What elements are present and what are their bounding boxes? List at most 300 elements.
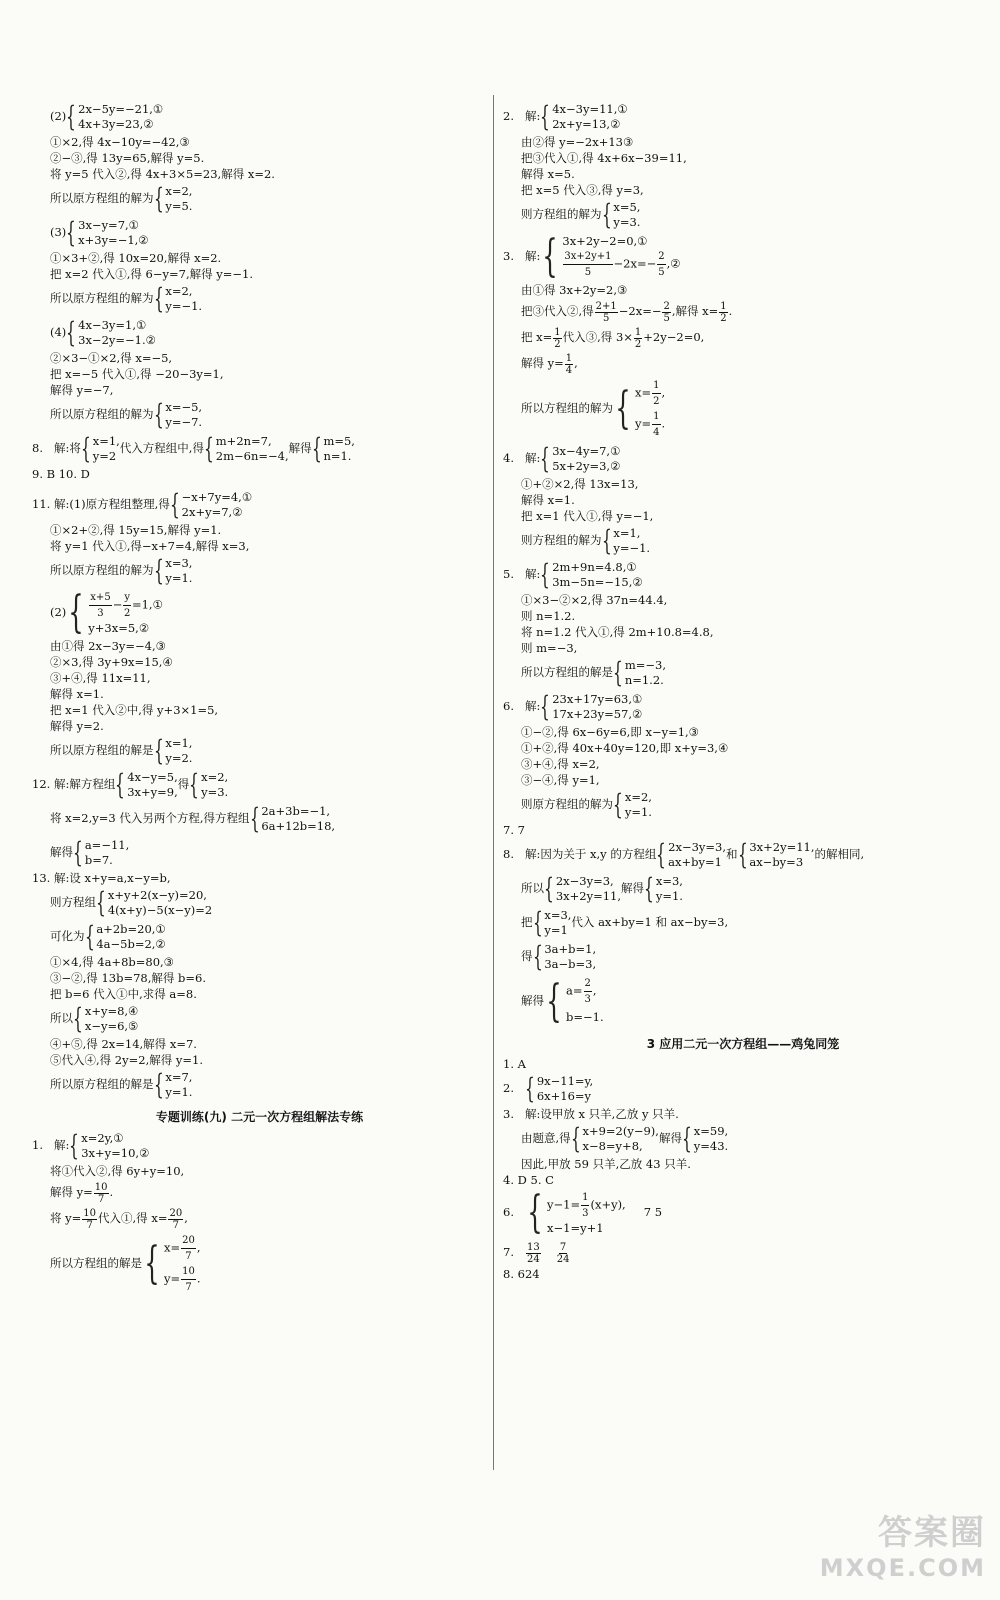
equation-system: { x+y+2(x−y)=20, 4(x+y)−5(x−y)=2 <box>96 886 213 919</box>
equation-system: { 2a+3b=−1, 6a+12b=18, <box>249 802 336 835</box>
solution-system: { m=5, n=1. <box>311 432 355 465</box>
equation: −x+7y=4,① <box>181 490 253 504</box>
denominator: 7 <box>86 1219 93 1231</box>
solution-label: 所以方程组的解是 <box>521 665 613 679</box>
solution-system: { x=2, y=1. <box>613 788 652 821</box>
watermark-logo: 答案圈 <box>878 1513 986 1553</box>
equation: 3m−5n=−15,② <box>552 575 643 589</box>
chapter-question-4-5: 4. D 5. C <box>503 1173 554 1187</box>
denominator: 3 <box>582 1208 589 1219</box>
question-8 <box>503 838 983 1029</box>
text: 把 <box>521 915 533 929</box>
solution-label: 所以原方程组的解是 <box>50 1077 154 1091</box>
equation: n=1. <box>323 449 352 463</box>
step: ①×3−②×2,得 37n=44.4, <box>521 593 668 607</box>
left-column <box>32 100 487 1470</box>
text: (x+y), <box>590 1197 626 1212</box>
text: ,② <box>666 256 681 271</box>
right-column <box>503 100 983 1470</box>
solution-system: { x=2, y=3. <box>189 768 229 801</box>
equation: x=3, <box>544 908 572 922</box>
equation: x=1, <box>165 736 193 750</box>
equation-system: { −x+7y=4,① 2x+y=7,② <box>169 488 253 521</box>
equation: ax−by=3 <box>749 855 804 869</box>
numerator: 1 <box>634 326 642 338</box>
denominator: 2 <box>634 338 642 350</box>
fraction <box>652 378 660 409</box>
equation: y=1. <box>165 1085 193 1099</box>
question-number: 12. <box>32 777 51 791</box>
question-4 <box>503 442 983 558</box>
watermark-url: MXQE.COM <box>819 1554 986 1582</box>
equation: 3x+2y=11, <box>749 840 815 854</box>
equation: 4(x+y)−5(x−y)=2 <box>107 903 213 917</box>
step: 把 x=−5 代入①,得 −20−3y=1, <box>50 367 224 381</box>
text: 代入③,得 3× <box>562 330 633 344</box>
equation: 2x+y=7,② <box>181 505 243 519</box>
question-number: 8. <box>503 847 514 861</box>
equation: x=−5, <box>165 400 203 414</box>
step: ③+④,得 x=2, <box>521 757 600 771</box>
question-number: 2. <box>503 1081 514 1095</box>
chapter-question-8: 8. 624 <box>503 1267 540 1281</box>
question-5 <box>503 558 983 690</box>
step: 则 n=1.2. <box>521 609 576 623</box>
text: 把 x= <box>521 330 553 344</box>
question-7: 7. 7 <box>503 823 525 837</box>
equation: 17x+23y=57,② <box>552 707 643 721</box>
equation: 4x−3y=11,① <box>552 102 628 116</box>
equation-system: { 23x+17y=63,① 17x+23y=57,② <box>540 690 643 723</box>
equation: 2x−5y=−21,① <box>78 102 164 116</box>
denominator: 5 <box>584 267 592 278</box>
text: 的解相同, <box>814 847 865 861</box>
equation-system: { 9x−11=y, 6x+16=y <box>525 1072 594 1105</box>
fraction <box>553 327 561 350</box>
denominator: 24 <box>556 1253 570 1265</box>
step: ②×3−①×2,得 x=−5, <box>50 351 173 365</box>
denominator: 7 <box>185 1282 192 1293</box>
fraction <box>581 1190 589 1221</box>
denominator: 5 <box>658 267 665 278</box>
denominator: 5 <box>603 312 610 324</box>
equation-system: { 4x−y=5, 3x+y=9, <box>115 768 178 801</box>
equation: a+2b=20,① <box>96 922 166 936</box>
equation: 4x−y=5, <box>127 770 178 784</box>
text: 解:因为关于 x,y 的方程组 <box>525 847 657 861</box>
fraction <box>82 1208 97 1231</box>
text: 代入①,得 x= <box>98 1211 168 1225</box>
numerator: 7 <box>559 1241 567 1253</box>
part-label: (3) <box>50 225 67 239</box>
text: 所以 <box>50 1011 73 1025</box>
equation: a=−11, <box>84 838 130 852</box>
step: 把③代入①,得 4x+6x−39=11, <box>521 151 687 165</box>
equation: x=2, <box>165 284 193 298</box>
numerator: y <box>123 590 131 606</box>
equation: 3a+b=1, <box>544 942 597 956</box>
equation: 23x+17y=63,① <box>552 692 643 706</box>
equation-system: { x+y=8,④ x−y=6,⑤ <box>73 1002 139 1035</box>
question-number: 4. <box>503 451 514 465</box>
numerator: 1 <box>720 300 727 312</box>
question-11 <box>32 488 487 768</box>
equation: m=5, <box>323 434 355 448</box>
question-number: 6. <box>503 699 514 713</box>
solution-label: 所以方程组的解为 <box>521 401 613 415</box>
equation: x=7, <box>165 1070 193 1084</box>
solution-system: { x=2, y=−1. <box>153 282 203 315</box>
step: 解得 x=5. <box>521 167 575 181</box>
equation-system: { $\frac{x+5}{3}$ − $\frac{y}{2}$ =1,① y+3x=5,② <box>68 587 163 638</box>
numerator: 10 <box>83 1207 97 1219</box>
text: 解得 <box>521 993 544 1008</box>
text: 解得 y= <box>50 1185 93 1199</box>
equation: 3x+2y=11, <box>555 889 622 903</box>
solution-system: { x= $\frac{20}{7}$ , y= $\frac{10}{7}$ . <box>144 1235 201 1293</box>
text: 代入方程组中,得 <box>119 441 204 455</box>
step: 将 n=1.2 代入①,得 2m+10.8=4.8, <box>521 625 714 639</box>
equation: ax+by=1 <box>668 855 722 869</box>
question-8 <box>32 432 487 466</box>
equation-system: { x+9=2(y−9), x−8=y+8, <box>570 1122 659 1155</box>
equation-system: { 3x−4y=7,① 5x+2y=3,② <box>540 442 621 475</box>
step: 将 x=2,y=3 代入另两个方程,得方程组 <box>50 811 250 825</box>
step: 把 x=1 代入①,得 y=−1, <box>521 509 654 523</box>
solution-system: { a= $\frac{2}{3}$ , b=−1. <box>546 975 604 1027</box>
question-number: 1. <box>32 1138 43 1152</box>
question-2 <box>503 100 983 232</box>
denominator: 7 <box>172 1219 180 1231</box>
equation: 3x+y=10,② <box>81 1146 150 1160</box>
equation: 2x−3y=3, <box>555 874 614 888</box>
text: x= <box>635 385 652 400</box>
part-2 <box>32 100 487 216</box>
equation: x+3y=−1,② <box>78 233 149 247</box>
fraction <box>181 1264 196 1295</box>
equation: 6a+12b=18, <box>261 819 336 833</box>
text: 解得 <box>658 1131 682 1145</box>
chapter-question-1: 1. A <box>503 1057 526 1071</box>
equation: y+3x=5,② <box>88 621 150 635</box>
equation-system: { 2m+9n=4.8,① 3m−5n=−15,② <box>540 558 643 591</box>
step: 把 x=1 代入②中,得 y+3×1=5, <box>50 703 219 717</box>
text: 解:(1)原方程组整理,得 <box>54 497 170 511</box>
denominator: 5 <box>663 312 670 324</box>
step: 由②得 y=−2x+13③ <box>521 135 634 149</box>
equation: n=1.2. <box>624 673 664 687</box>
text: y= <box>635 416 652 431</box>
step: 把 b=6 代入①中,求得 a=8. <box>50 987 197 1001</box>
question-number: 8. <box>32 441 43 455</box>
equation: 2m−6n=−4, <box>215 449 289 463</box>
equation: 5x+2y=3,② <box>552 459 621 473</box>
fraction <box>168 1208 183 1231</box>
step: 则 m=−3, <box>521 641 578 655</box>
equation: x+y=8,④ <box>84 1004 139 1018</box>
equation: y=5. <box>165 199 193 213</box>
step: ②×3,得 3y+9x=15,④ <box>50 655 173 669</box>
equation-system: { 2x−5y=−21,① 4x+3y=23,② <box>66 100 164 133</box>
part-4 <box>32 316 487 432</box>
equation: y=2 <box>92 449 117 463</box>
text: 所以 <box>521 881 544 895</box>
question-number: 5. <box>503 567 514 581</box>
question-3: 3. 解: { 3x+2y−2=0,① $\frac{3x+2y+1}{5}$ −2x=− $\frac{2}{5}$ ,② 由①得 3x+2y=2,③ 把③代入②,得 $\frac{2+1}{5}$ −2x=− $\frac{2}{5}$ ,解得 x= $\frac{1}{2}$ . 把 x= $\frac{1}{2}$ 代入③,得 3× $\frac{1}{2}$ +2y−2=0, 解得 y= $\frac{1}{4}$ , 所以方程组的解为 { x= $\frac{1}{2}$ , y= $\frac{1}{4}$ . <box>503 232 983 442</box>
equation: b=−1. <box>566 1010 604 1024</box>
equation-system: { 3a+b=1, 3a−b=3, <box>532 940 597 973</box>
step: ③−④,得 y=1, <box>521 773 600 787</box>
question-number: 7. <box>503 1245 514 1259</box>
equation: x−1=y+1 <box>547 1221 604 1235</box>
numerator: 1 <box>565 352 573 364</box>
question-number: 2. <box>503 109 514 123</box>
step: ①+②×2,得 13x=13, <box>521 477 639 491</box>
column-divider <box>493 95 494 1470</box>
equation-system: { a+2b=20,① 4a−5b=2,② <box>84 920 166 953</box>
equation: x=3, <box>655 874 683 888</box>
solution-system: { x=3, y=1. <box>153 554 193 587</box>
numerator: 1 <box>652 378 660 394</box>
step: ①×2,得 4x−10y=−42,③ <box>50 135 190 149</box>
solution-system: { x=1, y=−1. <box>601 524 651 557</box>
text: 解得 <box>50 845 73 859</box>
special-question-1: 1. 解: { x=2y,① 3x+y=10,② 将①代入②,得 6y+y=10, 解得 y= $\frac{10}{7}$ . 将 y= $\frac{10}{7}$ 代入①,得 x= $\frac{20}{7}$ , 所以方程组的解是 { x= $\frac{20}{7}$ , y= $\frac{10}{7}$ . <box>32 1129 487 1297</box>
equation: y=1. <box>165 571 193 585</box>
equation: 2m+9n=4.8,① <box>552 560 637 574</box>
equation-system: { 3x+2y−2=0,① $\frac{3x+2y+1}{5}$ −2x=− $\frac{2}{5}$ ,② <box>542 231 681 282</box>
text: −2x=− <box>613 256 657 271</box>
step: 把 x=5 代入③,得 y=3, <box>521 183 644 197</box>
solution-label: 所以原方程组的解为 <box>50 291 154 305</box>
equation-system: { 3x−y=7,① x+3y=−1,② <box>66 216 149 249</box>
equation-system: { 2x−3y=3, ax+by=1 <box>656 838 727 871</box>
solution-label: 所以原方程组的解是 <box>50 743 154 757</box>
fraction <box>652 409 660 440</box>
question-number: 6. <box>503 1205 514 1219</box>
numerator: 20 <box>169 1207 183 1219</box>
solution-system: { m=−3, n=1.2. <box>613 656 666 689</box>
chapter-question-2 <box>503 1072 983 1106</box>
solution-label: 则方程组的解为 <box>521 533 602 547</box>
equation: x=5, <box>613 200 641 214</box>
solution-system: { x= $\frac{1}{2}$ , y= $\frac{1}{4}$ . <box>615 380 666 438</box>
step: 由①得 2x−3y=−4,③ <box>50 639 166 653</box>
text: 解得 <box>621 881 645 895</box>
numerator: 10 <box>181 1264 196 1280</box>
question-number: 13. <box>32 871 51 885</box>
equation: 2x+y=13,② <box>552 117 621 131</box>
text: x= <box>164 1240 181 1255</box>
equation: 3x−4y=7,① <box>552 444 621 458</box>
question-number: 3. <box>503 1107 514 1121</box>
fraction <box>657 249 665 280</box>
text: 得 <box>177 777 190 791</box>
answer: 7 5 <box>643 1205 663 1219</box>
equation: 3x+y=9, <box>127 785 178 799</box>
fraction <box>719 301 727 324</box>
step: 解得 y=−7, <box>50 383 114 397</box>
text: +2y−2=0, <box>643 330 705 344</box>
solution-label: 所以原方程组的解为 <box>50 407 154 421</box>
text: 将 y= <box>50 1211 82 1225</box>
numerator: 1 <box>652 409 660 425</box>
text: , <box>592 983 597 998</box>
text: 由题意,得 <box>521 1131 571 1145</box>
fraction <box>595 301 618 324</box>
text: 把③代入②,得 <box>521 304 594 318</box>
equation: y=3. <box>613 215 641 229</box>
text: 解: <box>54 1138 70 1152</box>
solution-label: 所以原方程组的解为 <box>50 563 154 577</box>
solution-system: { x=1, y=2. <box>153 734 193 767</box>
fraction <box>526 1242 541 1265</box>
part-3 <box>32 216 487 316</box>
equation: y=1. <box>655 889 683 903</box>
equation: 3x−2y=−1.② <box>78 333 156 347</box>
equation: 3x−y=7,① <box>78 218 139 232</box>
numerator: x+5 <box>89 590 111 606</box>
text: y= <box>164 1271 181 1286</box>
fraction <box>123 590 131 621</box>
text: 解: <box>525 249 541 263</box>
part-label: (2) <box>50 109 67 123</box>
step: ④+⑤,得 2x=14,解得 x=7. <box>50 1037 197 1051</box>
text: 解: <box>525 451 541 465</box>
chapter-question-6 <box>503 1188 983 1238</box>
equation: 4x+3y=23,② <box>78 117 154 131</box>
numerator: 1 <box>581 1190 589 1206</box>
text: 解: <box>525 567 541 581</box>
fraction <box>181 1233 196 1264</box>
text: 得 <box>521 949 533 963</box>
step: ⑤代入④,得 2y=2,解得 y=1. <box>50 1053 203 1067</box>
equation: x+9=2(y−9), <box>582 1124 659 1138</box>
denominator: 4 <box>653 427 660 438</box>
numerator: 2 <box>663 300 670 312</box>
denominator: 3 <box>97 608 104 619</box>
text: 解:解方程组 <box>54 777 116 791</box>
denominator: 2 <box>653 396 660 407</box>
text: 和 <box>726 847 738 861</box>
equation: x=1, <box>92 434 120 448</box>
equation: 2x−3y=3, <box>668 840 727 854</box>
step: ①×2+②,得 15y=15,解得 y=1. <box>50 523 222 537</box>
equation: y=1 <box>544 923 568 937</box>
text: 解: <box>525 109 541 123</box>
solution-label: 所以方程组的解是 <box>50 1256 142 1270</box>
question-number: 11. <box>32 497 51 511</box>
text: ,解得 x= <box>671 304 719 318</box>
equation-system: { 3x+2y=11, ax−by=3 <box>737 838 815 871</box>
equation: x=3, <box>165 556 193 570</box>
text: 解得 y= <box>521 356 564 370</box>
question-6 <box>503 690 983 822</box>
step: ③−②,得 13b=78,解得 b=6. <box>50 971 206 985</box>
numerator: 2 <box>584 976 592 992</box>
question-13 <box>32 870 487 1102</box>
equation-system: { 4x−3y=1,① 3x−2y=−1.② <box>66 316 156 349</box>
denominator: 24 <box>527 1253 540 1265</box>
question-number: 3. <box>503 249 514 263</box>
equation: x=1, <box>613 526 641 540</box>
text: 则方程组 <box>50 895 96 909</box>
part-label: (4) <box>50 325 67 339</box>
solution-system: { x=2, y=5. <box>153 182 193 215</box>
solution-system: { x=−5, y=−7. <box>153 398 203 431</box>
denominator: 2 <box>123 608 131 619</box>
numerator: 2+1 <box>595 300 617 312</box>
step: ③+④,得 11x=11, <box>50 671 151 685</box>
step: ①×3+②,得 10x=20,解得 x=2. <box>50 251 222 265</box>
equation: b=7. <box>84 853 113 867</box>
equation: x=2, <box>201 770 229 784</box>
fraction <box>89 590 111 621</box>
chapter-question-7 <box>503 1238 983 1266</box>
denominator: 2 <box>554 338 561 350</box>
equation: x−8=y+8, <box>582 1139 643 1153</box>
step: 将①代入②,得 6y+y=10, <box>50 1164 185 1178</box>
equation: 3x+2y−2=0,① <box>562 234 648 248</box>
solution-label: 则原方程组的解为 <box>521 797 613 811</box>
text: 解:将 <box>54 441 81 455</box>
equation: m=−3, <box>624 658 666 672</box>
step: 将 y=5 代入②,得 4x+3×5=23,解得 x=2. <box>50 167 275 181</box>
numerator: 20 <box>181 1233 196 1249</box>
denominator: 2 <box>720 312 727 324</box>
step: 解得 x=1. <box>50 687 104 701</box>
equation: 4a−5b=2,② <box>96 937 166 951</box>
solution-system: { x=5, y=3. <box>601 198 641 231</box>
equation: x=2, <box>624 790 652 804</box>
solution-label: 则方程组的解为 <box>521 207 602 221</box>
question-9-10: 9. B 10. D <box>32 467 90 481</box>
solution-system: { x=7, y=1. <box>153 1068 193 1101</box>
step: 由①得 3x+2y=2,③ <box>521 283 628 297</box>
fraction <box>94 1182 109 1205</box>
step: ①−②,得 6x−6y=6,即 x−y=1,③ <box>521 725 699 739</box>
section-title: 3 应用二元一次方程组——鸡兔同笼 <box>646 1037 840 1051</box>
step: 将 y=1 代入①,得−x+7=4,解得 x=3, <box>50 539 250 553</box>
equation: x+y+2(x−y)=20, <box>107 888 207 902</box>
text: a= <box>566 983 583 998</box>
denominator: 7 <box>185 1251 192 1262</box>
equation: y=1. <box>624 805 652 819</box>
numerator: 3x+2y+1 <box>563 249 612 265</box>
text: y−1= <box>547 1197 581 1212</box>
text: 解得 <box>288 441 312 455</box>
equation: x−y=6,⑤ <box>84 1019 139 1033</box>
equation: m+2n=7, <box>215 434 272 448</box>
equation: 2a+3b=−1, <box>261 804 331 818</box>
equation: x=2y,① <box>81 1131 124 1145</box>
numerator: 13 <box>527 1241 540 1253</box>
numerator: 10 <box>94 1181 108 1193</box>
solution-system: { x=3, y=1. <box>644 872 683 905</box>
equation: x=59, <box>693 1124 729 1138</box>
equation-system: { 4x−3y=11,① 2x+y=13,② <box>540 100 628 133</box>
step: 把 x=2 代入①,得 6−y=7,解得 y=−1. <box>50 267 254 281</box>
fraction <box>584 976 592 1007</box>
equation-system: { x=3, y=1 <box>532 906 572 939</box>
equation-tail: =1,① <box>131 597 163 612</box>
fraction <box>662 301 670 324</box>
text: 可化为 <box>50 929 85 943</box>
equation: 6x+16=y <box>536 1089 592 1103</box>
fraction <box>565 353 573 376</box>
step: ①+②,得 40x+40y=120,即 x+y=3,④ <box>521 741 729 755</box>
solution-system: { x=59, y=43. <box>681 1122 729 1155</box>
